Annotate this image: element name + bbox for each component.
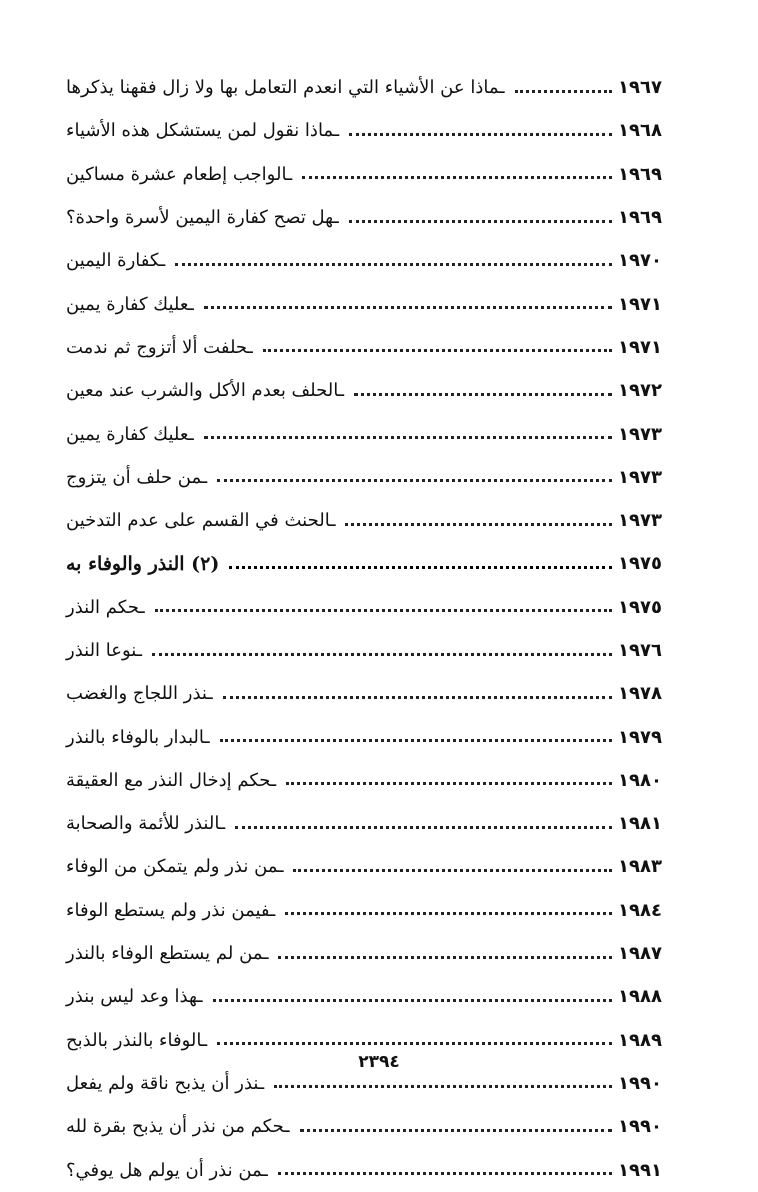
toc-entry-page-number: ١٩٧١ <box>618 293 662 315</box>
toc-entry-page-number: ١٩٦٧ <box>618 77 662 99</box>
toc-entry-title: ـعليك كفارة يمين <box>66 423 194 445</box>
dot-leader <box>263 348 612 352</box>
toc-entry-page-number: ١٩٨٩ <box>618 1029 662 1051</box>
toc-entry <box>60 975 676 1018</box>
toc-entry-page-number: ١٩٧١ <box>618 336 662 358</box>
toc-entry <box>60 932 676 975</box>
toc-entry <box>60 412 676 455</box>
toc-entry-title: ـالبدار بالوفاء بالنذر <box>66 726 210 748</box>
toc-entry <box>60 66 676 109</box>
toc-entry <box>60 282 676 325</box>
toc-entry-page-number: ١٩٧٣ <box>618 510 662 532</box>
toc-entry <box>60 586 676 629</box>
dot-leader <box>204 435 612 439</box>
toc-entry-title: ـمن لم يستطع الوفاء بالنذر <box>66 943 269 965</box>
toc-entry-title: ـمن حلف أن يتزوج <box>66 466 208 488</box>
dot-leader <box>302 175 612 179</box>
toc-entry-title: ـمن نذر أن يولم هل يوفي؟ <box>66 1159 268 1181</box>
toc-entry-page-number: ١٩٨٣ <box>618 856 662 878</box>
toc-entry <box>60 326 676 369</box>
toc-entry <box>60 672 676 715</box>
toc-entry-page-number: ١٩٩١ <box>618 1159 662 1181</box>
toc-entry-page-number: ١٩٨٤ <box>618 899 662 921</box>
dot-leader <box>515 89 612 93</box>
dot-leader <box>229 565 612 569</box>
dot-leader <box>349 132 612 136</box>
toc-entry <box>60 456 676 499</box>
toc-entry-page-number: ١٩٧٣ <box>618 423 662 445</box>
toc-entry-title: ـالنذر للأئمة والصحابة <box>66 813 226 835</box>
toc-entry-page-number: ١٩٩٠ <box>618 1072 662 1094</box>
toc-entry-title: ـماذا عن الأشياء التي انعدم التعامل بها ولا زال فقهنا يذكرها <box>66 77 505 99</box>
dot-leader <box>213 998 612 1002</box>
toc-entry-title: (٢) النذر والوفاء به <box>66 552 220 575</box>
toc-entry-page-number: ١٩٧٣ <box>618 466 662 488</box>
toc-entry-page-number: ١٩٧٠ <box>618 250 662 272</box>
dot-leader <box>235 825 612 829</box>
toc-entry-page-number: ١٩٨٨ <box>618 986 662 1008</box>
toc-entry-page-number: ١٩٧٥ <box>618 596 662 618</box>
toc-entry-title: ـنذر أن يذبح ناقة ولم يفعل <box>66 1072 265 1094</box>
toc-entry-title: ـكفارة اليمين <box>66 250 166 272</box>
toc-entry-title: ـنذر اللجاج والغضب <box>66 683 213 705</box>
dot-leader <box>220 738 612 742</box>
toc-section-heading <box>60 542 676 585</box>
dot-leader <box>152 652 612 656</box>
toc-entry-page-number: ١٩٦٩ <box>618 163 662 185</box>
dot-leader <box>278 1171 612 1175</box>
dot-leader <box>217 478 612 482</box>
toc-entry <box>60 109 676 152</box>
toc-entry <box>60 499 676 542</box>
toc-entry <box>60 889 676 932</box>
toc-entry-title: ـالواجب إطعام عشرة مساكين <box>66 163 293 185</box>
dot-leader <box>349 219 612 223</box>
toc-entry <box>60 1105 676 1148</box>
dot-leader <box>345 522 612 526</box>
toc-entry-title: ـماذا نقول لمن يستشكل هذه الأشياء <box>66 120 340 142</box>
dot-leader <box>300 1128 612 1132</box>
toc-entry-title: ـهذا وعد ليس بنذر <box>66 986 203 1008</box>
toc-entry <box>60 759 676 802</box>
page-number: ٢٣٩٤ <box>358 1052 400 1072</box>
toc-entry-title: ـمن نذر ولم يتمكن من الوفاء <box>66 856 284 878</box>
table-of-contents <box>60 66 676 1192</box>
toc-entry-page-number: ١٩٧٥ <box>618 553 662 575</box>
toc-entry-title: ـفيمن نذر ولم يستطع الوفاء <box>66 899 276 921</box>
toc-entry-page-number: ١٩٨١ <box>618 813 662 835</box>
toc-entry-title: ـحكم من نذر أن يذبح بقرة لله <box>66 1116 290 1138</box>
dot-leader <box>354 392 612 396</box>
toc-entry-title: ـحلفت ألا أتزوج ثم ندمت <box>66 336 253 358</box>
toc-entry-title: ـالحلف بعدم الأكل والشرب عند معين <box>66 380 345 402</box>
toc-entry-page-number: ١٩٨٧ <box>618 943 662 965</box>
dot-leader <box>175 262 612 266</box>
toc-entry-title: ـحكم النذر <box>66 596 145 618</box>
toc-entry-page-number: ١٩٧٩ <box>618 726 662 748</box>
toc-entry <box>60 629 676 672</box>
dot-leader <box>217 1041 612 1045</box>
dot-leader <box>278 955 612 959</box>
toc-entry-page-number: ١٩٧٨ <box>618 683 662 705</box>
toc-entry-page-number: ١٩٧٦ <box>618 640 662 661</box>
toc-entry-title: ـنوعا النذر <box>66 640 143 661</box>
dot-leader <box>293 868 612 872</box>
toc-entry-title: ـالوفاء بالنذر بالذبح <box>66 1029 208 1051</box>
toc-entry <box>60 845 676 888</box>
toc-entry <box>60 715 676 758</box>
toc-entry-page-number: ١٩٦٩ <box>618 207 662 229</box>
toc-entry <box>60 153 676 196</box>
toc-entry-title: ـعليك كفارة يمين <box>66 293 194 315</box>
dot-leader <box>223 695 612 699</box>
toc-entry-page-number: ١٩٩٠ <box>618 1116 662 1138</box>
dot-leader <box>285 911 612 915</box>
dot-leader <box>274 1084 612 1088</box>
toc-entry-title: ـهل تصح كفارة اليمين لأسرة واحدة؟ <box>66 207 339 229</box>
toc-entry-title: ـحكم إدخال النذر مع العقيقة <box>66 769 277 791</box>
toc-entry-page-number: ١٩٧٢ <box>618 380 662 402</box>
toc-entry <box>60 196 676 239</box>
toc-entry-page-number: ١٩٨٠ <box>618 769 662 791</box>
toc-entry <box>60 1148 676 1191</box>
dot-leader <box>286 781 612 785</box>
toc-entry-page-number: ١٩٦٨ <box>618 120 662 142</box>
dot-leader <box>155 608 612 612</box>
dot-leader <box>204 305 612 309</box>
toc-entry <box>60 369 676 412</box>
toc-entry-title: ـالحنث في القسم على عدم التدخين <box>66 510 336 532</box>
toc-entry <box>60 239 676 282</box>
toc-entry <box>60 802 676 845</box>
